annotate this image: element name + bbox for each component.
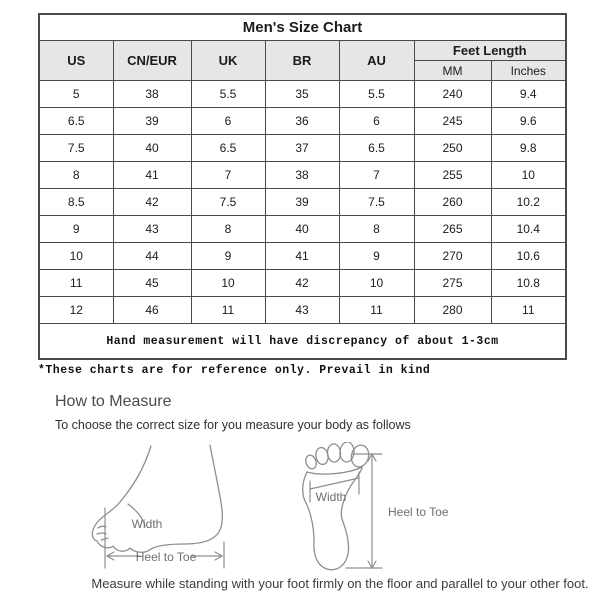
size-cell: 5.5: [339, 81, 414, 108]
size-cell: 44: [113, 243, 191, 270]
size-cell: 7.5: [191, 189, 265, 216]
size-cell: 43: [113, 216, 191, 243]
size-cell: 9.4: [491, 81, 566, 108]
how-to-measure-heading: How to Measure: [55, 393, 172, 410]
table-row: [39, 243, 566, 270]
size-cell: 38: [113, 81, 191, 108]
size-cell: 6.5: [191, 135, 265, 162]
table-row: [39, 81, 566, 108]
size-cell: 10: [339, 270, 414, 297]
size-cell: 10.4: [491, 216, 566, 243]
size-cell: 8: [339, 216, 414, 243]
size-cell: 255: [414, 162, 491, 189]
size-cell: 5: [39, 81, 113, 108]
reference-note: *These charts are for reference only. Prevail in kind: [38, 364, 431, 377]
table-row: [39, 216, 566, 243]
size-cell: 9: [339, 243, 414, 270]
mm-header: MM: [414, 61, 491, 81]
size-cell: 10: [191, 270, 265, 297]
how-to-measure-subheading: To choose the correct size for you measure your body as follows: [55, 418, 411, 432]
size-cell: 7.5: [339, 189, 414, 216]
table-row: [39, 270, 566, 297]
size-cell: 10: [39, 243, 113, 270]
size-cell: 265: [414, 216, 491, 243]
size-cell: 43: [265, 297, 339, 324]
size-cell: 12: [39, 297, 113, 324]
size-cell: 9.8: [491, 135, 566, 162]
size-cell: 9: [39, 216, 113, 243]
size-cell: 38: [265, 162, 339, 189]
size-chart-table: [38, 13, 567, 360]
inches-header: Inches: [491, 61, 566, 81]
size-cell: 275: [414, 270, 491, 297]
table-header-row: [39, 41, 566, 61]
size-cell: 42: [265, 270, 339, 297]
col-header-uk: UK: [191, 41, 265, 81]
size-cell: 8: [191, 216, 265, 243]
size-cell: 7.5: [39, 135, 113, 162]
size-cell: 10: [491, 162, 566, 189]
size-cell: 7: [191, 162, 265, 189]
size-cell: 10.8: [491, 270, 566, 297]
col-header-us: US: [39, 41, 113, 81]
size-cell: 6.5: [39, 108, 113, 135]
table-footnote-row: [39, 324, 566, 360]
table-row: [39, 162, 566, 189]
size-cell: 7: [339, 162, 414, 189]
size-cell: 39: [265, 189, 339, 216]
size-cell: 6: [191, 108, 265, 135]
col-header-br: BR: [265, 41, 339, 81]
table-row: [39, 189, 566, 216]
size-cell: 10.6: [491, 243, 566, 270]
size-cell: 40: [265, 216, 339, 243]
size-cell: 9: [191, 243, 265, 270]
width-label-sole: Width: [315, 490, 347, 504]
size-cell: 245: [414, 108, 491, 135]
feet-length-header: Feet Length: [414, 41, 566, 61]
size-cell: 45: [113, 270, 191, 297]
size-cell: 9.6: [491, 108, 566, 135]
size-cell: 46: [113, 297, 191, 324]
size-cell: 10.2: [491, 189, 566, 216]
size-cell: 270: [414, 243, 491, 270]
col-header-au: AU: [339, 41, 414, 81]
size-cell: 11: [339, 297, 414, 324]
size-cell: 40: [113, 135, 191, 162]
table-row: [39, 108, 566, 135]
size-cell: 36: [265, 108, 339, 135]
table-row: [39, 297, 566, 324]
size-cell: 240: [414, 81, 491, 108]
size-cell: 42: [113, 189, 191, 216]
heel-to-toe-label-sole: Heel to Toe: [388, 505, 449, 519]
size-cell: 11: [191, 297, 265, 324]
size-cell: 39: [113, 108, 191, 135]
size-cell: 37: [265, 135, 339, 162]
size-cell: 41: [113, 162, 191, 189]
size-cell: 8: [39, 162, 113, 189]
size-cell: 8.5: [39, 189, 113, 216]
width-label-side: Width: [131, 517, 163, 531]
footnote-cell: Hand measurement will have discrepancy of about 1-3cm: [39, 324, 566, 360]
size-cell: 5.5: [191, 81, 265, 108]
heel-to-toe-label-side: Heel to Toe: [135, 550, 197, 564]
size-cell: 6.5: [339, 135, 414, 162]
size-cell: 11: [39, 270, 113, 297]
measure-caption: Measure while standing with your foot firmly on the floor and parallel to your other foot.: [91, 576, 589, 591]
table-title-row: [39, 14, 566, 41]
size-cell: 260: [414, 189, 491, 216]
size-cell: 41: [265, 243, 339, 270]
size-cell: 6: [339, 108, 414, 135]
size-cell: 250: [414, 135, 491, 162]
size-cell: 11: [491, 297, 566, 324]
size-cell: 280: [414, 297, 491, 324]
size-cell: 35: [265, 81, 339, 108]
table-title: Men's Size Chart: [39, 14, 566, 41]
col-header-cn-eur: CN/EUR: [113, 41, 191, 81]
table-row: [39, 135, 566, 162]
